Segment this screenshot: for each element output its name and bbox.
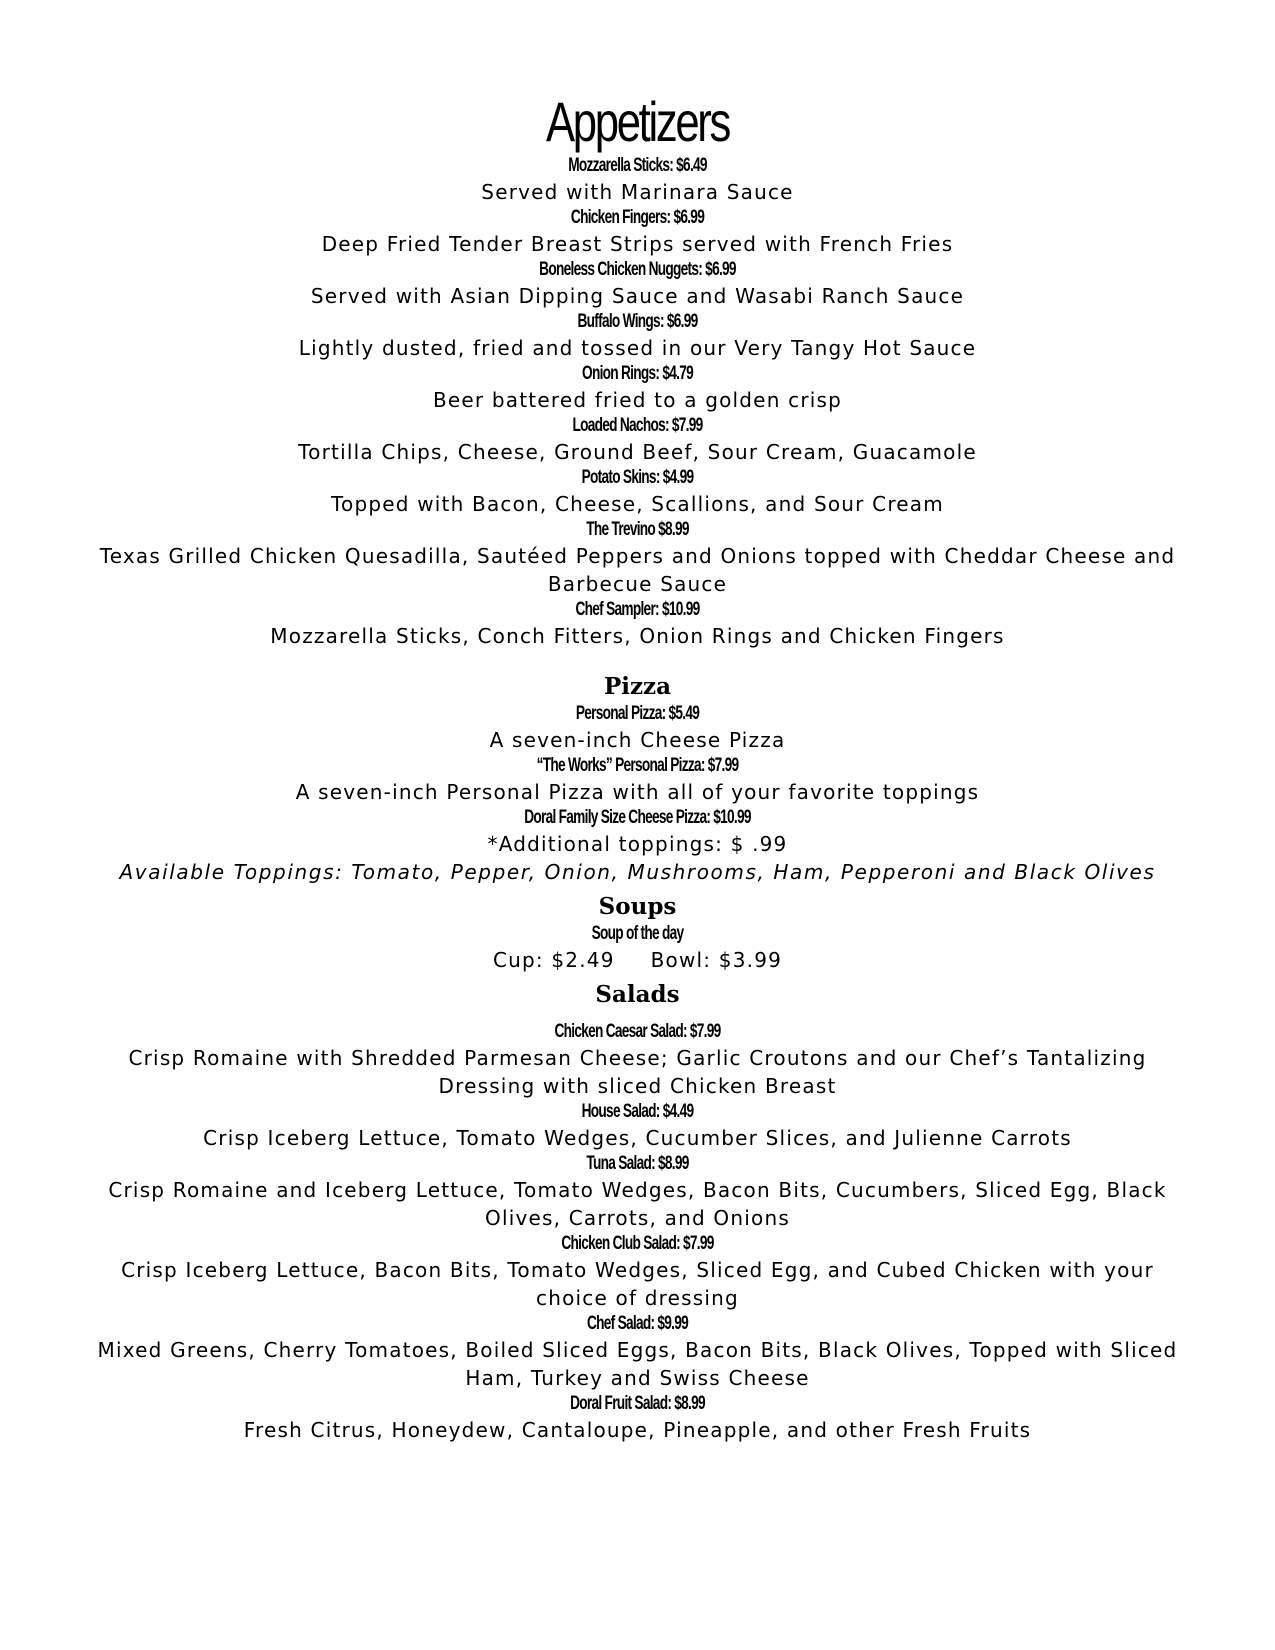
menu-item-potato-skins — [0, 466, 1275, 518]
menu-item-tuna-salad — [0, 1152, 1275, 1232]
bowl-price: Bowl: $3.99 — [650, 948, 783, 972]
item-description: Served with Marinara Sauce — [481, 180, 794, 204]
item-name: Mozzarella Sticks: $6.49 — [568, 155, 707, 176]
item-description: Mixed Greens, Cherry Tomatoes, Boiled Sliced Eggs, Bacon Bits, Black Olives, Topped with Sliced Ham, Turkey and Swiss Cheese — [97, 1338, 1178, 1390]
menu-item-the-trevino — [0, 518, 1275, 598]
item-description: Tortilla Chips, Cheese, Ground Beef, Sour Cream, Guacamole — [298, 440, 977, 464]
item-description: Crisp Iceberg Lettuce, Tomato Wedges, Cucumber Slices, and Julienne Carrots — [203, 1126, 1072, 1150]
item-description: A seven-inch Personal Pizza with all of your favorite toppings — [295, 780, 980, 804]
menu-item-boneless-chicken-nuggets — [0, 258, 1275, 310]
menu-item-chef-salad — [0, 1312, 1275, 1392]
soups-section — [0, 892, 1275, 974]
item-description: Served with Asian Dipping Sauce and Wasabi Ranch Sauce — [310, 284, 965, 308]
appetizers-section — [0, 90, 1275, 650]
item-name: Soup of the day — [591, 923, 684, 944]
item-description: Crisp Iceberg Lettuce, Bacon Bits, Tomato Wedges, Sliced Egg, and Cubed Chicken with your choice of dressing — [121, 1258, 1154, 1310]
item-name: Onion Rings: $4.79 — [582, 363, 693, 384]
menu-page — [0, 90, 1275, 1444]
item-description: A seven-inch Cheese Pizza — [489, 728, 786, 752]
pizza-section — [0, 672, 1275, 886]
item-name: Loaded Nachos: $7.99 — [572, 415, 703, 436]
menu-item-chicken-fingers — [0, 206, 1275, 258]
menu-item-chef-sampler — [0, 598, 1275, 650]
appetizers-title: Appetizers — [546, 90, 729, 153]
item-name: “The Works” Personal Pizza: $7.99 — [536, 755, 739, 776]
item-name: Personal Pizza: $5.49 — [575, 703, 700, 724]
item-description: Topped with Bacon, Cheese, Scallions, and Sour Cream — [331, 492, 944, 516]
item-name: Doral Family Size Cheese Pizza: $10.99 — [524, 807, 751, 828]
menu-item-onion-rings — [0, 362, 1275, 414]
cup-price: Cup: $2.49 — [492, 948, 615, 972]
item-name: Doral Fruit Salad: $8.99 — [570, 1393, 705, 1414]
item-name: Chicken Caesar Salad: $7.99 — [554, 1021, 721, 1042]
item-description: Crisp Romaine with Shredded Parmesan Cheese; Garlic Croutons and our Chef’s Tantalizing Dressing with sliced Chicken Breast — [128, 1046, 1147, 1098]
item-name: Chef Salad: $9.99 — [586, 1313, 689, 1334]
item-description: *Additional toppings: $ .99 — [487, 832, 788, 856]
item-name: The Trevino $8.99 — [586, 519, 689, 540]
menu-item-mozzarella-sticks — [0, 154, 1275, 206]
soups-title: Soups — [598, 893, 677, 920]
item-name: Buffalo Wings: $6.99 — [577, 311, 698, 332]
menu-item-chicken-club-salad — [0, 1232, 1275, 1312]
pizza-title: Pizza — [603, 673, 672, 700]
item-name: Chef Sampler: $10.99 — [575, 599, 700, 620]
menu-item-loaded-nachos — [0, 414, 1275, 466]
menu-item-soup-of-the-day — [0, 922, 1275, 974]
item-name: Boneless Chicken Nuggets: $6.99 — [539, 259, 736, 280]
item-description: Mozzarella Sticks, Conch Fitters, Onion Rings and Chicken Fingers — [270, 624, 1005, 648]
menu-item-the-works-pizza — [0, 754, 1275, 806]
item-name: Chicken Fingers: $6.99 — [570, 207, 705, 228]
menu-item-doral-fruit-salad — [0, 1392, 1275, 1444]
soup-prices — [98, 946, 1178, 974]
menu-item-house-salad — [0, 1100, 1275, 1152]
menu-item-personal-pizza — [0, 702, 1275, 754]
item-name: Tuna Salad: $8.99 — [586, 1153, 689, 1174]
salads-title: Salads — [595, 981, 680, 1008]
item-name: House Salad: $4.49 — [581, 1101, 694, 1122]
toppings-note: Available Toppings: Tomato, Pepper, Onion, Mushrooms, Ham, Pepperoni and Black Olives — [119, 860, 1156, 884]
menu-item-family-size-pizza — [0, 806, 1275, 858]
menu-item-buffalo-wings — [0, 310, 1275, 362]
item-description: Fresh Citrus, Honeydew, Cantaloupe, Pineapple, and other Fresh Fruits — [243, 1418, 1032, 1442]
item-name: Chicken Club Salad: $7.99 — [561, 1233, 714, 1254]
salads-section — [0, 980, 1275, 1444]
item-name: Potato Skins: $4.99 — [581, 467, 694, 488]
item-description: Deep Fried Tender Breast Strips served with French Fries — [321, 232, 954, 256]
item-description: Crisp Romaine and Iceberg Lettuce, Tomato Wedges, Bacon Bits, Cucumbers, Sliced Egg, Black Olives, Carrots, and Onions — [108, 1178, 1167, 1230]
menu-item-chicken-caesar-salad — [0, 1020, 1275, 1100]
item-description: Lightly dusted, fried and tossed in our Very Tangy Hot Sauce — [298, 336, 977, 360]
item-description: Texas Grilled Chicken Quesadilla, Sautéed Peppers and Onions topped with Cheddar Cheese and Barbecue Sauce — [99, 544, 1176, 596]
item-description: Beer battered fried to a golden crisp — [432, 388, 843, 412]
